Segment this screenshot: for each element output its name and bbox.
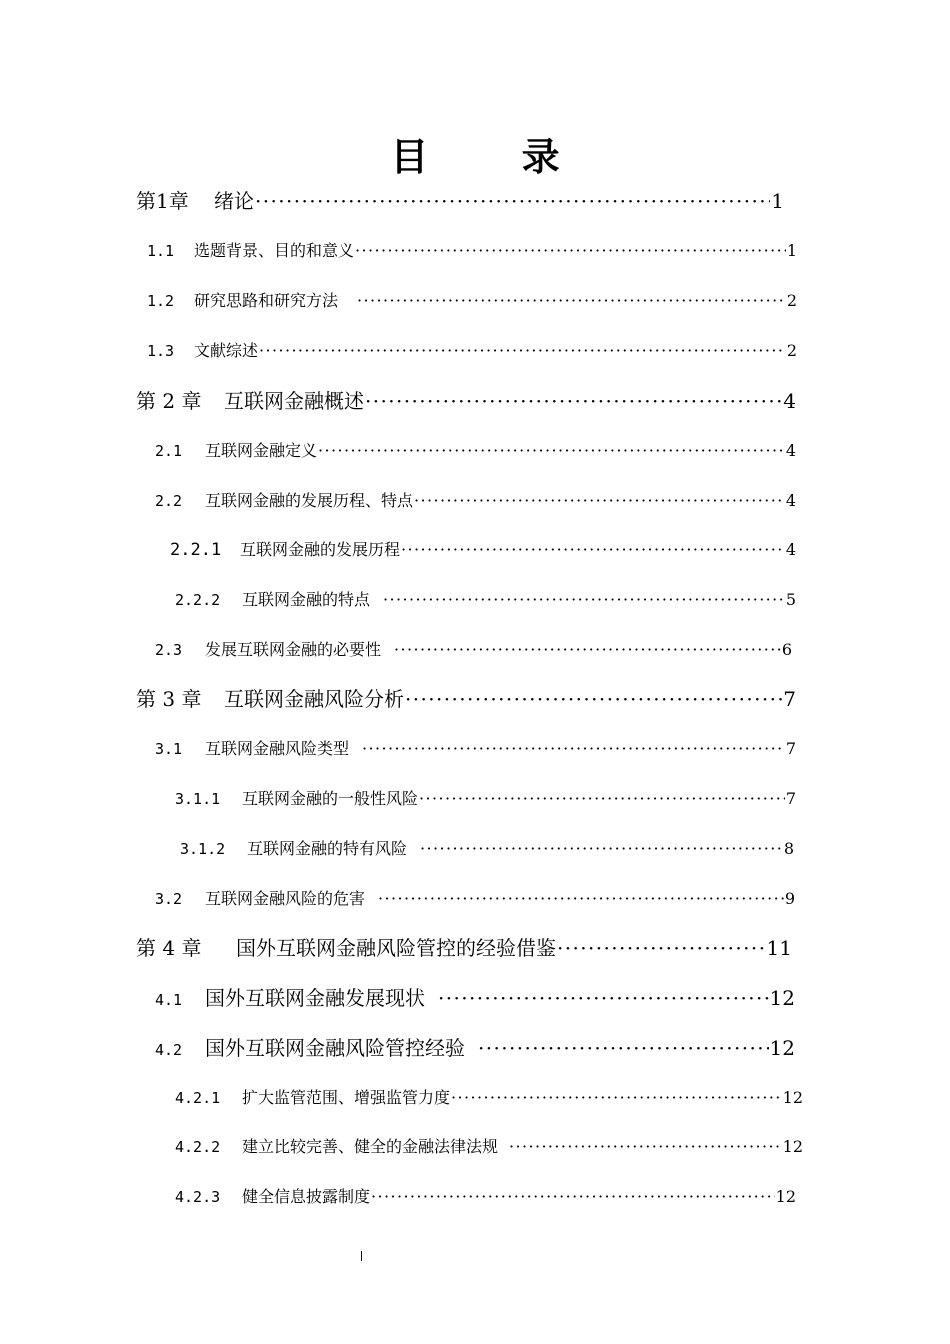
toc-entry-page: 7	[785, 739, 796, 758]
toc-entry-label: 国外互联网金融风险管控经验	[205, 1036, 465, 1060]
toc-entry-number: 4.1	[155, 991, 183, 1009]
toc-entry-page: 1	[771, 189, 784, 213]
toc-entry-page: 7	[783, 687, 796, 711]
footer-page-number	[361, 1251, 362, 1261]
dot-leader	[438, 983, 769, 1013]
toc-entry-page: 6	[781, 640, 792, 659]
toc-entry-page: 12	[769, 986, 795, 1010]
toc-entry-page: 2	[786, 341, 797, 360]
toc-entry-page: 12	[782, 1088, 803, 1107]
toc-entry-chapter-4[interactable]	[136, 933, 792, 963]
toc-entry-label: 扩大监管范围、增强监管力度	[242, 1088, 451, 1107]
toc-entry-label: 建立比较完善、健全的金融法律法规	[242, 1137, 499, 1156]
toc-entry-number: 3.2	[155, 890, 183, 908]
dot-leader	[394, 635, 781, 665]
toc-entry-section-4-2-3[interactable]	[175, 1182, 796, 1212]
toc-entry-number: 2.1	[155, 442, 183, 460]
toc-entry-number: 2.3	[155, 641, 183, 659]
page-title: 目 录	[390, 135, 600, 179]
dot-leader	[509, 1132, 782, 1162]
toc-entry-page: 7	[785, 789, 796, 808]
toc-entry-page: 11	[766, 936, 792, 960]
toc-entry-section-4-2[interactable]	[155, 1033, 795, 1063]
toc-entry-number: 2.2	[155, 492, 183, 510]
dot-leader	[318, 436, 785, 466]
toc-entry-section-4-2-1[interactable]	[175, 1083, 803, 1113]
toc-entry-page: 8	[783, 839, 794, 858]
toc-entry-page: 2	[786, 291, 797, 310]
toc-entry-chapter-3[interactable]	[136, 684, 796, 714]
toc-entry-page: 12	[775, 1187, 796, 1206]
toc-entry-section-2-2-2[interactable]	[175, 585, 796, 615]
dot-leader	[259, 336, 786, 366]
toc-entry-page: 5	[785, 590, 796, 609]
toc-entry-number: 第 2 章	[136, 389, 202, 413]
toc-entry-page: 4	[785, 491, 796, 510]
toc-entry-section-3-1-1[interactable]	[175, 784, 796, 814]
dot-leader	[420, 834, 783, 864]
dot-leader	[405, 684, 782, 714]
toc-entry-section-4-1[interactable]	[155, 983, 795, 1013]
toc-entry-number: 1.2	[147, 292, 175, 310]
toc-entry-section-1-2[interactable]	[147, 286, 797, 316]
toc-entry-page: 9	[784, 889, 795, 908]
toc-entry-number: 1.1	[147, 242, 175, 260]
toc-entry-section-3-1[interactable]	[155, 734, 796, 764]
toc-entry-number: 第 4 章	[136, 936, 202, 960]
toc-entry-label: 国外互联网金融发展现状	[205, 986, 425, 1010]
dot-leader	[383, 585, 785, 615]
toc-entry-section-2-1[interactable]	[155, 436, 796, 466]
dot-leader	[419, 784, 785, 814]
toc-entry-label: 互联网金融定义	[205, 441, 318, 460]
toc-entry-number: 4.2.2	[175, 1138, 221, 1156]
toc-entry-number: 第 3 章	[136, 687, 202, 711]
dot-leader	[371, 1182, 775, 1212]
dot-leader	[451, 1083, 782, 1113]
toc-entry-chapter-1[interactable]	[136, 186, 784, 216]
toc-entry-number: 2.2.2	[175, 591, 221, 609]
dot-leader	[557, 933, 766, 963]
toc-entry-label: 互联网金融概述	[224, 389, 364, 413]
toc-entry-label: 互联网金融的特有风险	[247, 839, 408, 858]
toc-entry-label: 互联网金融风险类型	[205, 739, 350, 758]
toc-entry-page: 4	[783, 389, 796, 413]
toc-entry-label: 互联网金融风险的危害	[205, 889, 366, 908]
toc-entry-label: 互联网金融风险分析	[224, 687, 404, 711]
toc-entry-label: 选题背景、目的和意义	[194, 241, 355, 260]
toc-entry-label: 国外互联网金融风险管控的经验借鉴	[236, 936, 556, 960]
toc-entry-number: 第1章	[136, 189, 189, 213]
toc-entry-label: 互联网金融的一般性风险	[242, 789, 419, 808]
toc-entry-chapter-2[interactable]	[136, 386, 796, 416]
dot-leader	[414, 486, 785, 516]
toc-entry-page: 4	[785, 441, 796, 460]
dot-leader	[401, 535, 785, 565]
toc-entry-number: 3.1.2	[180, 840, 226, 858]
toc-entry-number: 2.2.1	[170, 540, 222, 560]
toc-entry-number: 1.3	[147, 342, 175, 360]
toc-entry-number: 3.1	[155, 740, 183, 758]
dot-leader	[362, 734, 785, 764]
toc-entry-section-2-2-1[interactable]	[170, 535, 796, 565]
toc-entry-page: 12	[769, 1036, 795, 1060]
toc-entry-section-1-1[interactable]	[147, 236, 797, 266]
dot-leader	[378, 884, 784, 914]
toc-entry-label: 发展互联网金融的必要性	[205, 640, 382, 659]
toc-entry-section-4-2-2[interactable]	[175, 1132, 803, 1162]
toc-entry-section-1-3[interactable]	[147, 336, 797, 366]
toc-entry-label: 互联网金融的发展历程	[240, 540, 401, 559]
dot-leader	[478, 1033, 769, 1063]
toc-entry-section-2-2[interactable]	[155, 486, 796, 516]
toc-entry-label: 健全信息披露制度	[242, 1187, 371, 1206]
toc-entry-page: 4	[785, 540, 796, 559]
toc-entry-number: 4.2.3	[175, 1188, 221, 1206]
dot-leader	[355, 236, 786, 266]
dot-leader	[255, 186, 770, 216]
toc-entry-section-3-1-2[interactable]	[180, 834, 794, 864]
dot-leader	[357, 286, 786, 316]
toc-entry-number: 3.1.1	[175, 790, 221, 808]
toc-entry-label: 互联网金融的特点	[242, 590, 371, 609]
toc-entry-label: 研究思路和研究方法	[194, 291, 339, 310]
toc-entry-number: 4.2.1	[175, 1089, 221, 1107]
toc-entry-section-3-2[interactable]	[155, 884, 795, 914]
toc-entry-label: 文献综述	[194, 341, 259, 360]
toc-entry-label: 绪论	[214, 189, 254, 213]
toc-entry-page: 1	[786, 241, 797, 260]
dot-leader	[365, 386, 782, 416]
toc-entry-number: 4.2	[155, 1041, 183, 1059]
toc-entry-section-2-3[interactable]	[155, 635, 792, 665]
toc-entry-page: 12	[782, 1137, 803, 1156]
toc-entry-label: 互联网金融的发展历程、特点	[205, 491, 414, 510]
